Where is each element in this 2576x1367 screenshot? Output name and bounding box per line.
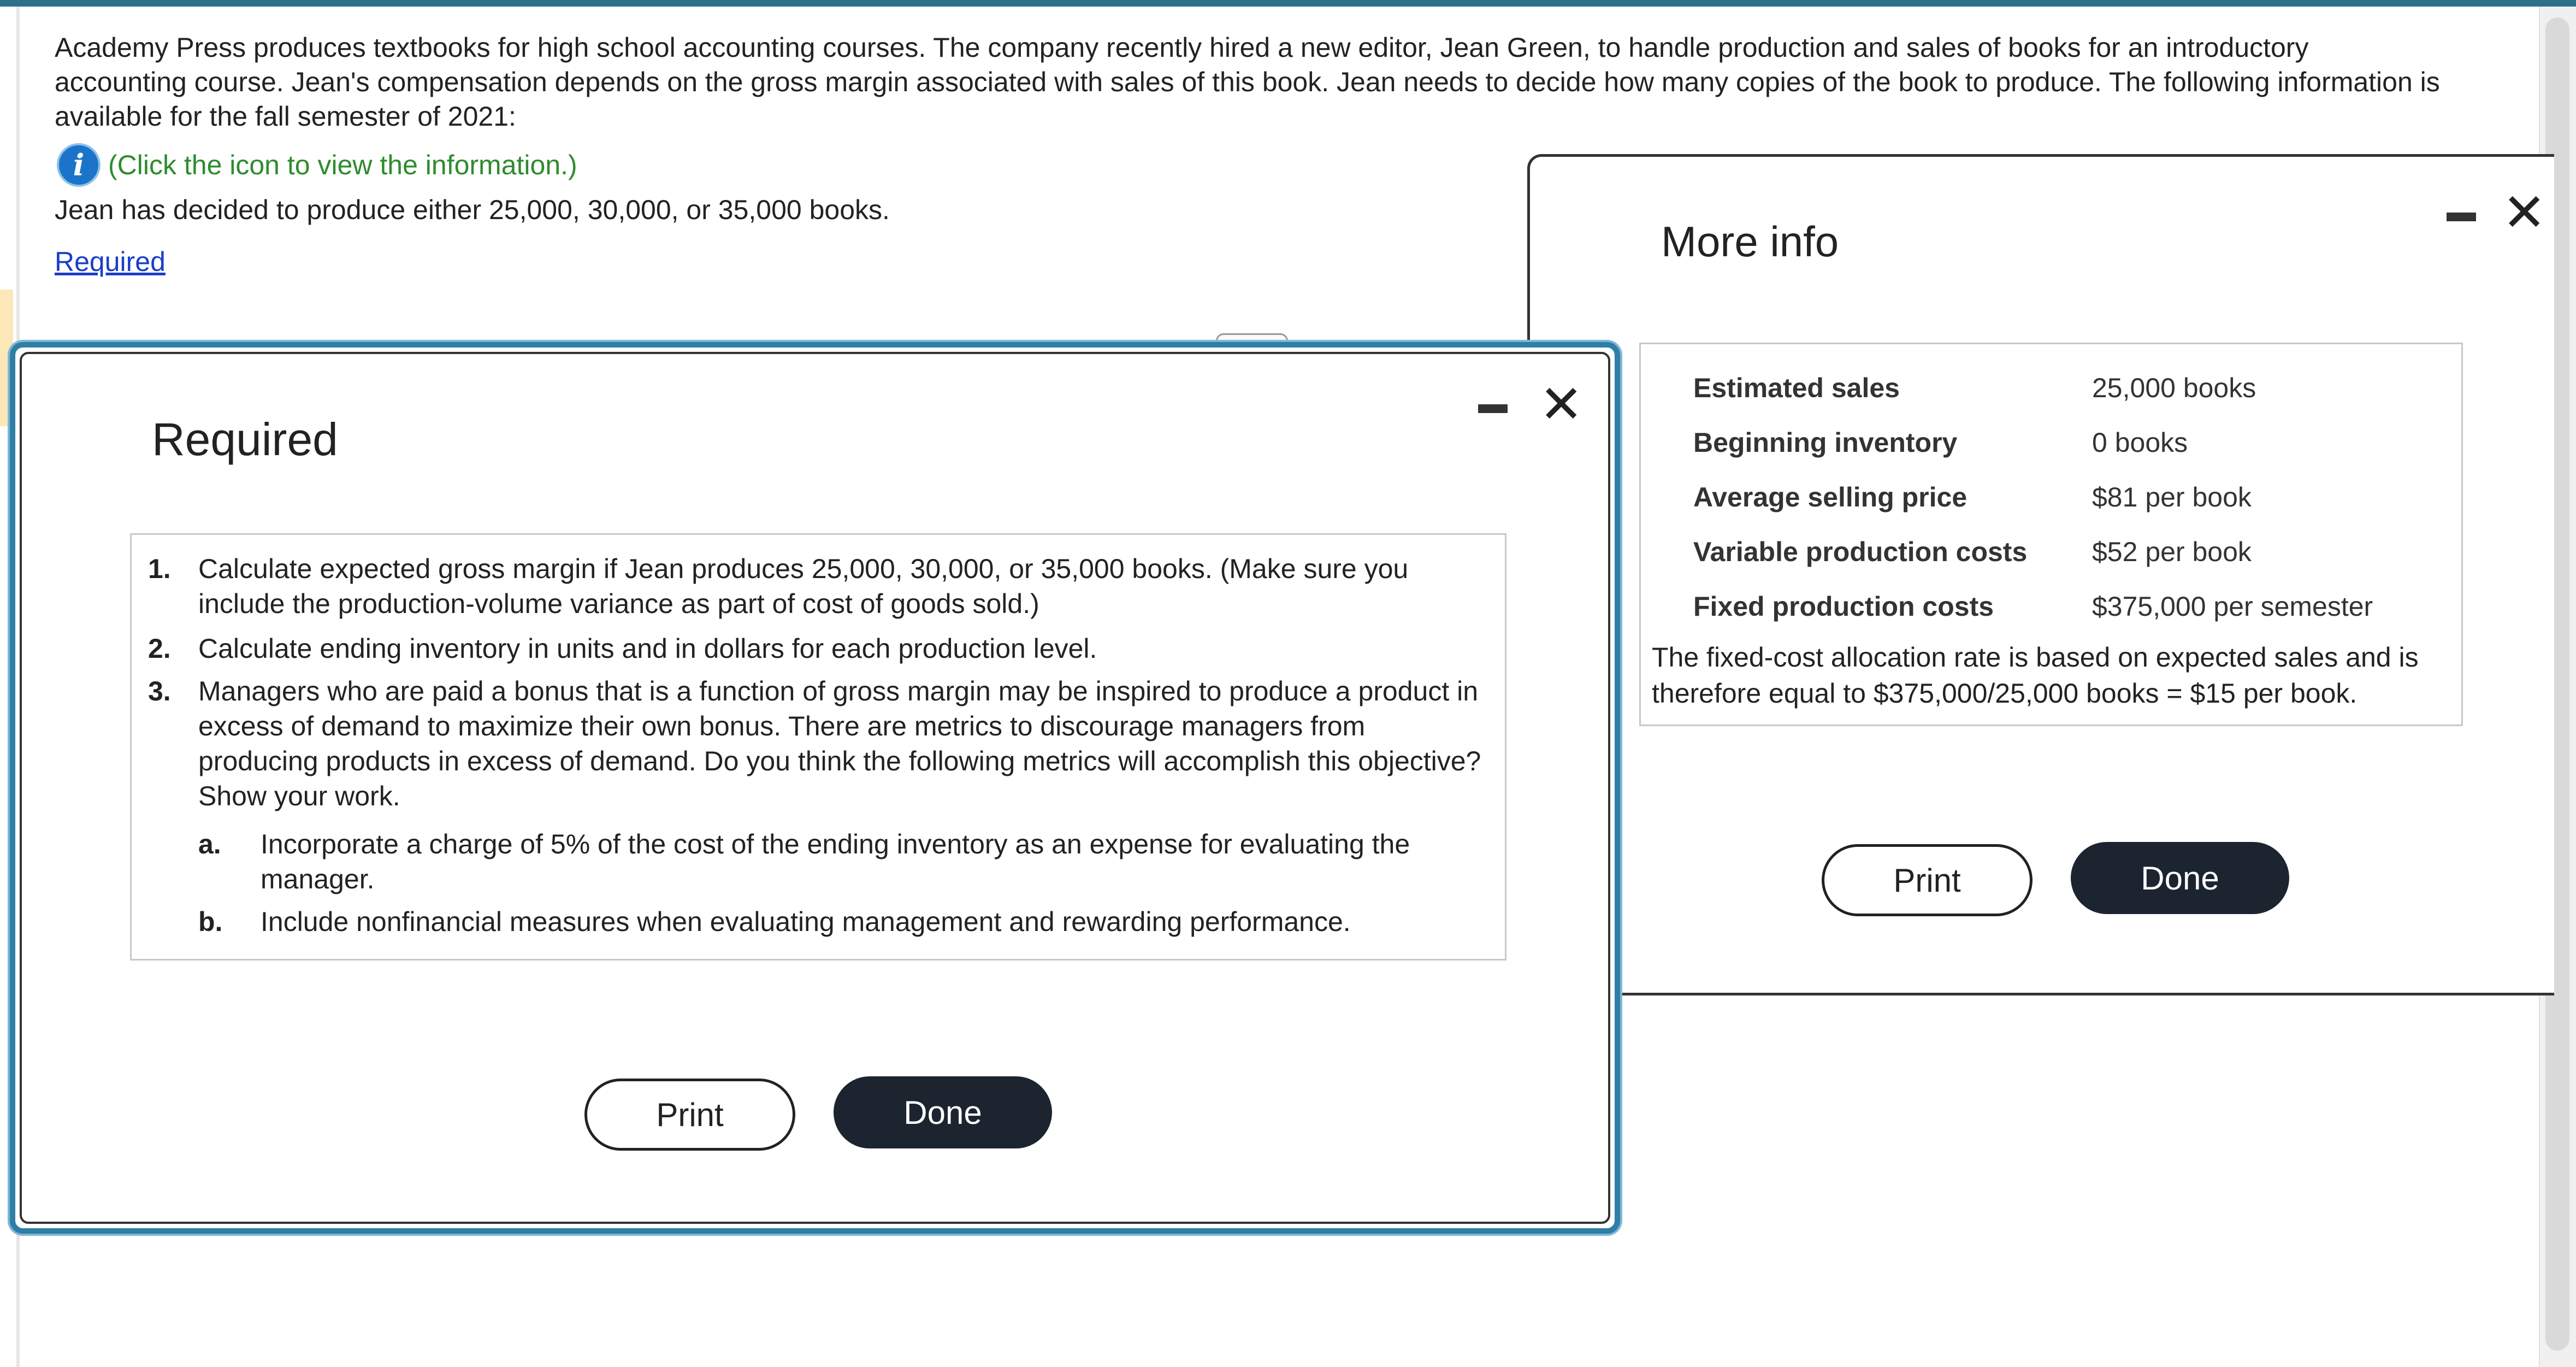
info-link-row[interactable] [57,143,577,187]
required-title: Required [152,414,338,465]
problem-intro-text: Academy Press produces textbooks for high school accounting courses. The company recently hired a new editor, Jean Green, to handle production and sales of books for an introductory accounting course. Jean's compensation depends on the gross margin associated with sales of this book. Jean needs to decide how many copies of the book to produce. The following information is available for the fall semester of 2021: [55,32,2440,132]
item-text: Managers who are paid a bonus that is a function of gross margin may be inspired to produce a product in excess of demand to maximize their own bonus. There are metrics to discourage managers from producing products in excess of demand. Do you think the following metrics will accomplish this objective? Show your work. [198,676,1481,811]
info-label: Beginning inventory [1693,427,1958,458]
info-row-fixed-costs [1693,579,2373,634]
more-info-print-button[interactable]: Print [1822,844,2033,916]
info-link-text[interactable]: (Click the icon to view the information.) [108,150,577,180]
info-value: 0 books [2092,427,2188,458]
info-value: 25,000 books [2092,373,2256,403]
close-icon[interactable]: ✕ [1539,374,1584,435]
info-row-variable-costs [1693,525,2252,579]
info-row-beginning-inventory [1693,415,2188,470]
subitem-text: Incorporate a charge of 5% of the cost of the ending inventory as an expense for evaluating the manager. [261,829,1410,894]
info-icon[interactable]: i [57,143,101,187]
allocation-rate-note: The fixed-cost allocation rate is based on expected sales and is therefore equal to $375,000/25,000 books = $15 per book. [1652,642,2419,709]
more-info-done-button[interactable]: Done [2071,842,2289,914]
production-options-text: Jean has decided to produce either 25,000, 30,000, or 35,000 books. [55,195,890,225]
item-number: 3. [148,676,171,706]
item-text: Calculate ending inventory in units and in dollars for each production level. [198,633,1097,664]
minimize-icon[interactable] [2447,213,2476,221]
info-label: Fixed production costs [1693,591,1994,622]
info-label: Estimated sales [1693,373,1900,403]
required-print-button[interactable]: Print [584,1079,795,1151]
info-value: $375,000 per semester [2092,591,2373,622]
required-list-box [130,533,1506,961]
info-row-average-selling-price [1693,470,2252,525]
info-row-estimated-sales [1693,361,2256,415]
info-label: Variable production costs [1693,537,2028,567]
more-info-dialog [1527,154,2554,995]
item-number: 2. [148,633,171,664]
item-number: 1. [148,553,171,584]
info-label: Average selling price [1693,482,1968,512]
close-icon[interactable]: ✕ [2502,182,2547,243]
top-accent-bar [0,0,2576,7]
minimize-icon[interactable] [1478,404,1508,413]
more-info-title: More info [1661,217,1839,266]
subitem-text: Include nonfinancial measures when evaluating management and rewarding performance. [261,906,1351,937]
required-done-button[interactable]: Done [834,1076,1052,1148]
info-value: $81 per book [2092,482,2252,512]
subitem-letter: a. [198,829,221,859]
info-table [1639,343,2463,726]
subitem-letter: b. [198,906,223,937]
required-dialog [10,342,1620,1234]
info-value: $52 per book [2092,537,2252,567]
required-link[interactable]: Required [55,246,166,277]
item-text: Calculate expected gross margin if Jean produces 25,000, 30,000, or 35,000 books. (Make sure you include the production-volume variance as part of cost of goods sold.) [198,553,1409,619]
